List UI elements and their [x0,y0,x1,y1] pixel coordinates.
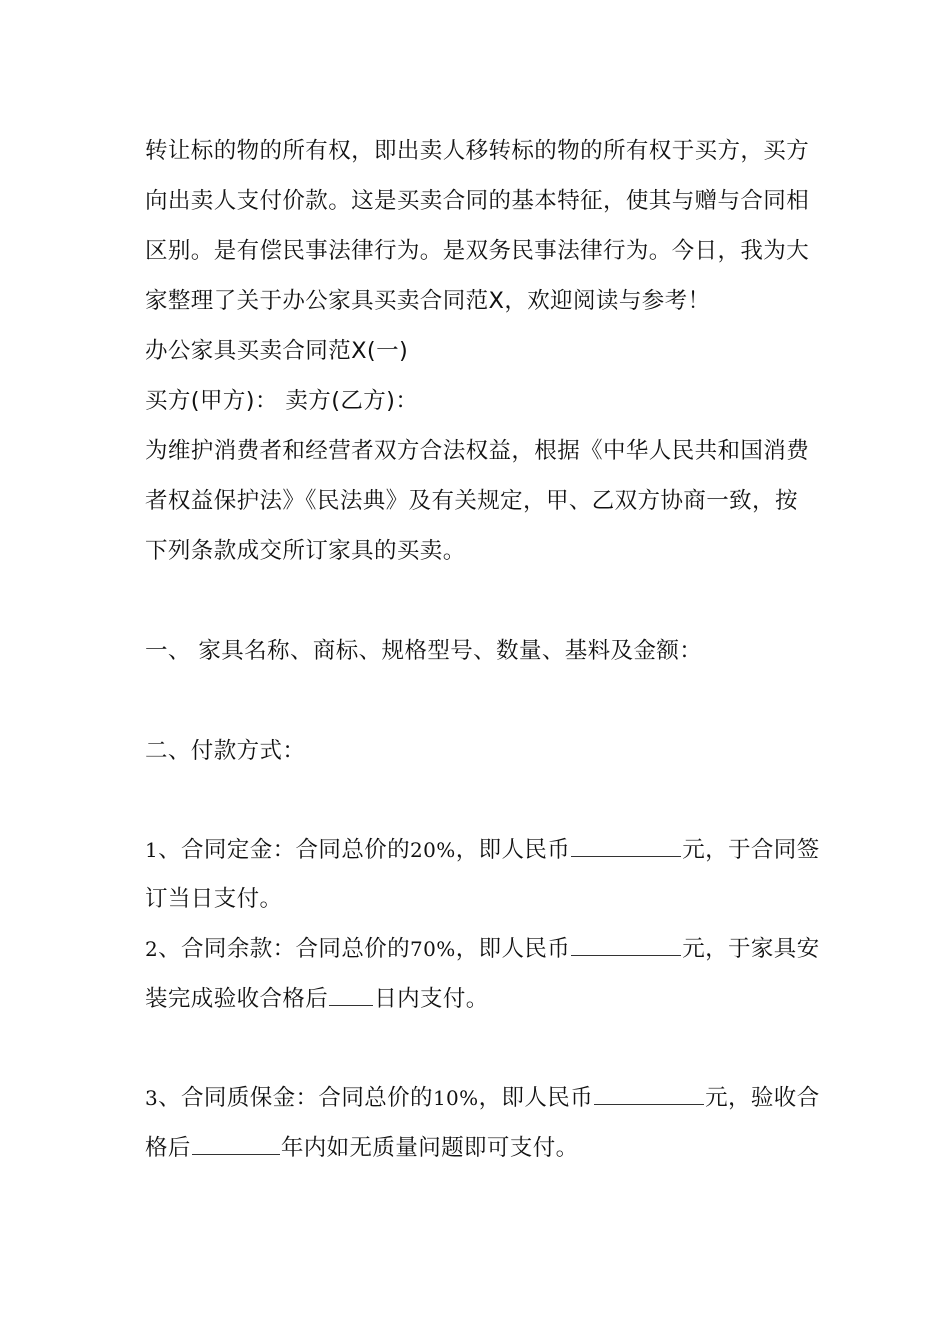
clause-2-text-mid: ，即人民币 [455,936,571,962]
preamble-line-2: 者权益保护法》《民法典》及有关规定，甲、乙双方协商一致，按 [145,488,798,514]
intro-line-3: 区别。是有偿民事法律行为。是双务民事法律行为。今日，我为大 [145,238,810,264]
amount-blank [571,935,681,956]
clause-3-number: 3 [145,1086,159,1110]
clause-2-text-pre: 、合同余款：合同总价的 [158,936,411,962]
intro-line-4: 家整理了关于办公家具买卖合同范X，欢迎阅读与参考！ [145,288,711,314]
preamble-line-3: 下列条款成交所订家具的买卖。 [145,538,466,564]
intro-line-1: 转让标的物的所有权，即出卖人移转标的物的所有权于买方，买方 [145,138,810,164]
intro-line-2: 向出卖人支付价款。这是买卖合同的基本特征，使其与赠与合同相 [145,188,810,214]
clause-3-percent: 10% [432,1086,479,1110]
clause-1-line-2: 订当日支付。 [145,886,283,912]
clause-1-line-1 [145,835,825,865]
section-2-heading: 二、付款方式： [145,738,306,764]
clause-1-text-pre: 、合同定金：合同总价的 [158,837,411,863]
clause-3-line-1 [145,1083,825,1113]
clause-2-number: 2 [145,937,159,961]
parties-line: 买方(甲方)： 卖方(乙方)： [145,388,419,414]
clause-1-number: 1 [145,838,159,862]
preamble-line-1: 为维护消费者和经营者双方合法权益，根据《中华人民共和国消费 [145,438,810,464]
clause-2-line-1 [145,934,825,964]
clause-1-text-post: 元，于合同签 [682,837,820,863]
clause-1-text-mid: ，即人民币 [455,837,571,863]
amount-blank [594,1084,704,1105]
clause-2-line-2 [145,984,825,1014]
clause-3-text-post: 元，验收合 [705,1085,820,1111]
amount-blank [571,836,681,857]
clause-3-line-2 [145,1133,825,1163]
clause-2-percent: 70% [410,937,456,961]
clause-2-text-post: 元，于家具安 [682,936,820,962]
clause-3-line-2-pre: 格后 [145,1135,191,1161]
clause-3-text-pre: 、合同质保金：合同总价的 [158,1085,433,1111]
contract-title: 办公家具买卖合同范X(一) [145,338,409,364]
clause-1-percent: 20% [410,838,456,862]
clause-3-line-2-post: 年内如无质量问题即可支付。 [280,1135,579,1161]
clause-2-line-2-post: 日内支付。 [374,986,489,1012]
clause-2-line-2-pre: 装完成验收合格后 [145,986,329,1012]
section-1-heading: 一、 家具名称、商标、规格型号、数量、基料及金额： [145,638,703,664]
days-blank [329,985,373,1006]
years-blank [192,1134,280,1155]
clause-3-text-mid: ，即人民币 [478,1085,594,1111]
